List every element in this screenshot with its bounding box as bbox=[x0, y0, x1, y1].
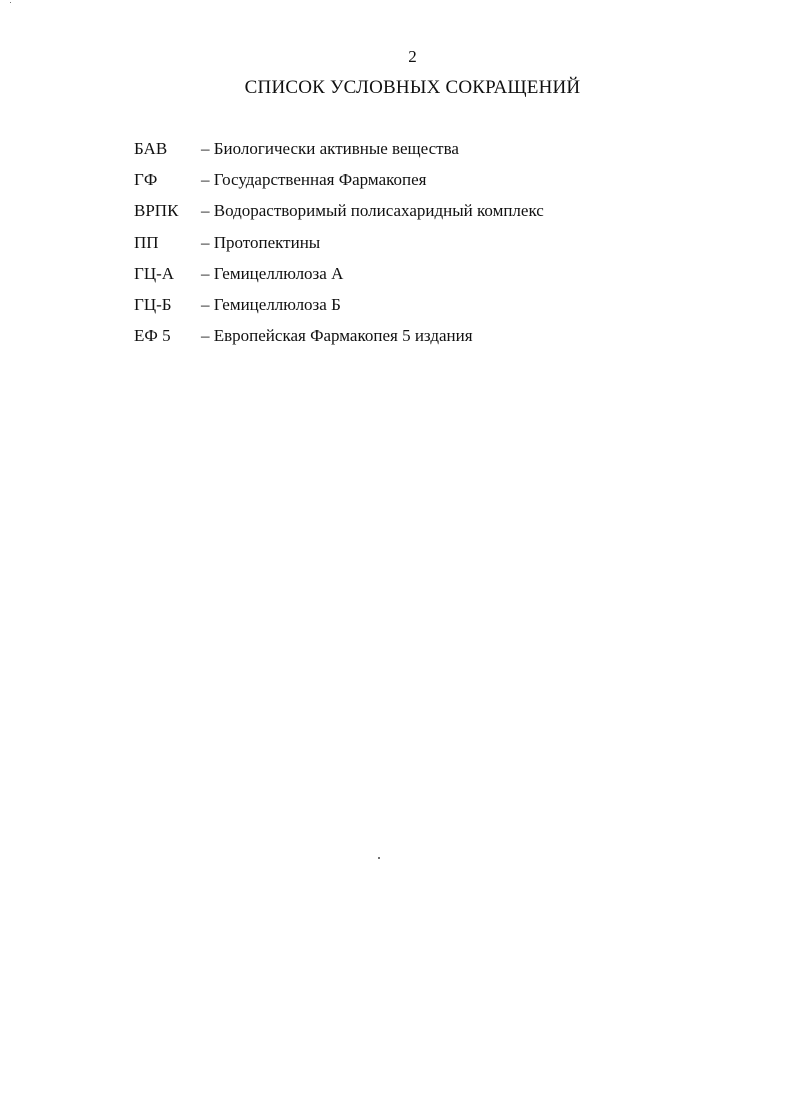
abbreviation-definition: – Биологически активные вещества bbox=[201, 139, 459, 158]
abbreviation-definition: – Гемицеллюлоза Б bbox=[201, 294, 341, 314]
abbreviation-term: ЕФ 5 bbox=[134, 326, 171, 346]
page-number: 2 bbox=[408, 47, 417, 66]
abbreviation-definition: – Гемицеллюлоза А bbox=[201, 263, 344, 283]
abbreviation-definition: – Европейская Фармакопея 5 издания bbox=[201, 326, 473, 346]
abbreviation-term: ПП bbox=[134, 232, 159, 252]
abbreviation-row bbox=[134, 295, 544, 326]
page-title: СПИСОК УСЛОВНЫХ СОКРАЩЕНИЙ bbox=[244, 77, 581, 98]
abbreviation-definition: – Водорастворимый полисахаридный комплекс bbox=[201, 201, 544, 221]
abbreviation-row bbox=[134, 264, 544, 295]
abbreviation-definition: – Государственная Фармакопея bbox=[201, 170, 427, 190]
scan-speck bbox=[378, 857, 380, 859]
abbreviation-row bbox=[134, 201, 544, 232]
abbreviation-row bbox=[134, 233, 544, 264]
abbreviation-term: ВРПК bbox=[134, 201, 179, 221]
abbreviation-term: ГФ bbox=[134, 170, 158, 190]
abbreviation-row bbox=[134, 326, 544, 357]
abbreviation-list bbox=[134, 139, 544, 357]
abbreviation-term: ГЦ-Б bbox=[134, 294, 172, 314]
abbreviation-row bbox=[134, 139, 544, 170]
abbreviation-row bbox=[134, 170, 544, 201]
abbreviation-definition: – Протопектины bbox=[201, 232, 321, 252]
scan-speck bbox=[10, 2, 11, 3]
abbreviation-term: БАВ bbox=[134, 139, 168, 158]
abbreviation-term: ГЦ-А bbox=[134, 263, 175, 283]
